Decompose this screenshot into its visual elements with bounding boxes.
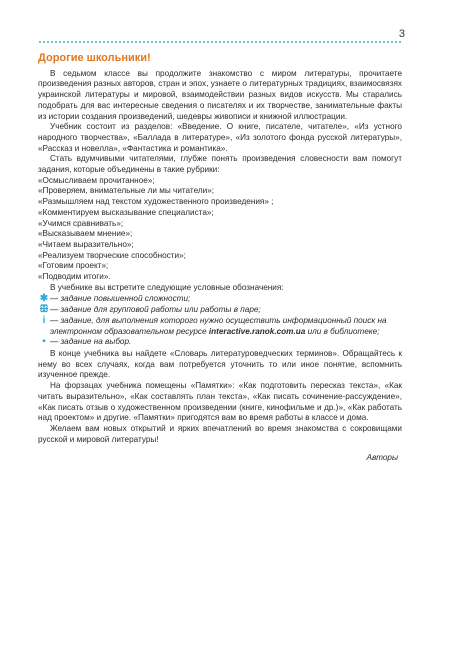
choice-icon: ▪ (42, 336, 46, 348)
rubric-item: «Реализуем творческие способности»; (38, 250, 186, 260)
rubric-item: «Учимся сравнивать»; (38, 218, 124, 228)
outro-paragraph-2: На форзацах учебника помещены «Памятки»: «Как подготовить пересказ текста», «Как читать выразительно», «Как составлять план текста», «Как писать сочинение-рассуждение», «Как писать отзыв о художественном произведении (книге, кинофильме и др.)», «Как работать над проектом» и другие. «Памятки» пригодятся вам во время работы в классе и дома. (38, 381, 402, 423)
page-number: 3 (398, 28, 405, 40)
outro-paragraph-1: В конце учебника вы найдете «Словарь литературоведческих терминов». Обращайтесь к нему во всех случаях, когда вам потребуется уточнить то или иное понятие, вспомнить изученное прежде. (38, 348, 402, 380)
resource-link: interactive.ranok.com.ua (208, 326, 306, 336)
legend (38, 294, 402, 348)
rubric-item: «Читаем выразительно»; (38, 239, 134, 249)
intro-paragraph-3: Стать вдумчивыми читателями, глубже понять произведения словесности вам помогут задания, которые объединены в такие рубрики: (38, 154, 402, 175)
legend-row-group (38, 305, 402, 316)
rubric-item: «Высказываем мнение»; (38, 229, 133, 239)
rubric-item: «Готовим проект»; (38, 261, 109, 271)
star-icon: ✱ (39, 293, 49, 305)
rubric-item: «Подводим итоги». (38, 272, 111, 282)
intro-paragraph-1: В седьмом классе вы продолжите знакомство с миром литературы, прочитаете произведения разных авторов, стран и эпох, узнаете о литературных традициях, взаимосвязях украинской литературы и мировой, взаимодействии разных видов искусств. Мы старались подобрать для вас интересные сведения о писателях и их творчестве, занимательные факты из истории создания произведений, шедевры живописи и книжной иллюстрации. (38, 68, 402, 121)
legend-row-info (38, 316, 402, 337)
rubric-item: «Осмысливаем прочитанное»; (38, 175, 155, 185)
signature: Авторы (366, 453, 398, 463)
legend-intro: В учебнике вы встретите следующие условные обозначения: (50, 282, 284, 292)
intro-paragraph-2: Учебник состоит из разделов: «Введение. О книге, писателе, читателе», «Из устного народного творчества», «Баллада в литературе», «Из золотого фонда русской литературы», «Рассказ и новелла», «Фантастика и романтика». (38, 122, 402, 153)
rubric-item: «Комментируем высказывание специалиста»; (38, 207, 214, 217)
legend-text: — задание на выбор. (50, 337, 132, 347)
info-icon: i (42, 314, 46, 326)
page-title: Дорогие школьники! (38, 52, 151, 64)
decorative-dotted-border (38, 40, 402, 46)
legend-text-after: или в библиотеке; (305, 326, 380, 336)
legend-text (50, 316, 402, 337)
legend-text: — задание для групповой работы или работы в паре; (50, 305, 261, 315)
outro-paragraph-3: Желаем вам новых открытий и ярких впечатлений во время знакомства с сокровищами русской и мировой литературы! (38, 423, 402, 444)
rubrics-list (38, 176, 402, 283)
legend-text-before: — задание, для выполнения которого нужно осуществить информационный поиск на электронном образовательном ресурсе (50, 315, 387, 336)
legend-text: — задание повышенной сложности; (50, 294, 191, 304)
page-content (38, 53, 402, 464)
group-icon: ꕥ (39, 304, 49, 316)
rubric-item: «Проверяем, внимательные ли мы читатели»; (38, 186, 215, 196)
legend-row-star (38, 294, 402, 305)
legend-row-choice (38, 337, 402, 348)
rubric-item: «Размышляем над текстом художественного произведения» ; (38, 197, 274, 207)
